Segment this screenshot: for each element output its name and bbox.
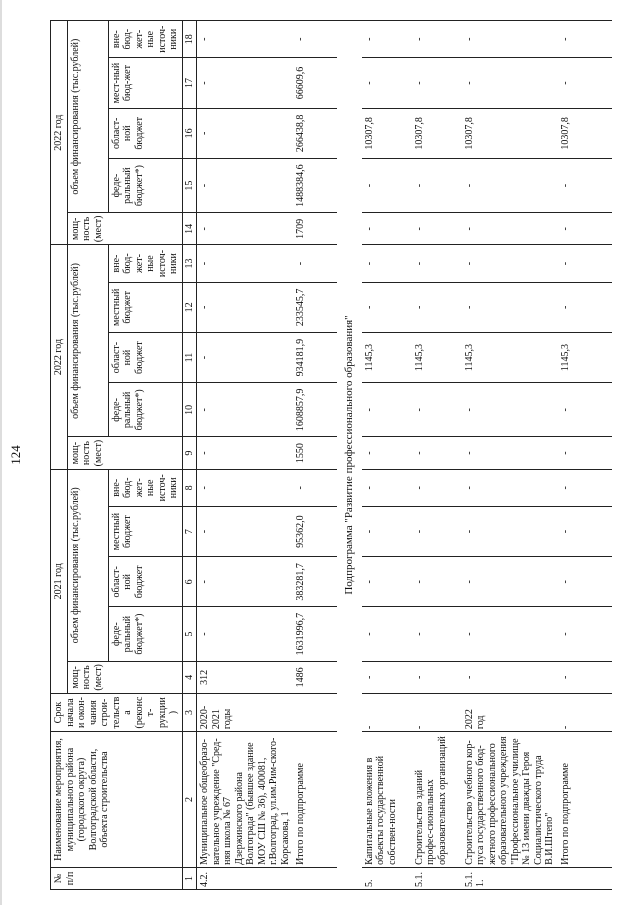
row-term	[293, 693, 337, 731]
row-cell: 1145,3	[362, 332, 412, 382]
row-cell: -	[197, 245, 294, 282]
row-cell: -	[362, 557, 412, 607]
row-cell: -	[558, 21, 612, 58]
row-number	[293, 867, 337, 889]
row-cell: -	[462, 282, 558, 332]
header-obl: област-ной бюджет	[108, 108, 182, 158]
header-vne: вне-бюд-жет-ные источ-ники	[108, 469, 182, 506]
row-cell: -	[558, 58, 612, 108]
row-cell: 1488384,6	[293, 158, 337, 212]
page-number: 124	[8, 445, 23, 465]
row-cell: -	[462, 158, 558, 212]
row-cell: -	[412, 158, 462, 212]
col-number: 15	[182, 158, 197, 212]
row-cell: -	[362, 282, 412, 332]
row-name: Строительство зданий профес-сиональных образовательных организаций	[412, 732, 462, 868]
table-body	[197, 21, 612, 890]
header-fed: феде-ральный бюджет*)	[108, 158, 182, 212]
row-cell: 10307,8	[558, 108, 612, 158]
row-cell: -	[462, 437, 558, 469]
table-row	[362, 21, 412, 890]
row-cell: -	[462, 469, 558, 506]
row-cell: -	[197, 437, 294, 469]
row-cell: -	[362, 661, 412, 693]
column-numbers-row	[182, 21, 197, 890]
row-cell: -	[558, 506, 612, 556]
row-cell: -	[197, 506, 294, 556]
row-cell: -	[412, 245, 462, 282]
header-mest: местный бюджет	[108, 506, 182, 556]
header-name: Наименование мероприятия, муниципального района (городского округа) Волгоградской области, объекта строительства	[51, 732, 183, 868]
row-cell: -	[462, 213, 558, 245]
row-name: Строительство учебного кор-пуса государственного бюд-жетного профессионального образовательного учреждения "Профессиональное училище № 13 имени дважды Героя Социалистического труда В.И.Штепо"	[462, 732, 558, 868]
rotated-page	[8, 20, 620, 890]
row-cell: 383281,7	[293, 557, 337, 607]
row-name: Итого по подпрограмме	[558, 732, 612, 868]
col-number: 11	[182, 332, 197, 382]
row-cell: -	[197, 158, 294, 212]
row-cell: -	[293, 245, 337, 282]
row-cell: 66609,6	[293, 58, 337, 108]
row-cell: -	[558, 469, 612, 506]
row-cell: -	[362, 245, 412, 282]
row-name: Муниципальное общеобразо-вательное учреждение "Сред-няя школа № 67 Дзержинского района Волгограда" (бывшее здание МОУ СШ № 36), 400081, г.Волгоград, ул.им.Рим-ского-Корсакова, 1	[197, 732, 294, 868]
row-cell: -	[558, 282, 612, 332]
row-cell: -	[462, 58, 558, 108]
row-cell: -	[558, 383, 612, 437]
row-cell: -	[197, 332, 294, 382]
row-cell: -	[362, 21, 412, 58]
header-power: мощ-ность (мест)	[67, 437, 182, 469]
row-number	[558, 867, 612, 889]
row-cell: -	[462, 21, 558, 58]
row-term: 2020-2021 годы	[197, 693, 294, 731]
row-cell: -	[362, 383, 412, 437]
col-number: 1	[182, 867, 197, 889]
row-cell: -	[412, 469, 462, 506]
row-cell: -	[412, 437, 462, 469]
row-cell: -	[462, 245, 558, 282]
row-cell: -	[558, 213, 612, 245]
col-number: 3	[182, 693, 197, 731]
row-cell: 1709	[293, 213, 337, 245]
table-row	[197, 21, 294, 890]
col-number: 18	[182, 21, 197, 58]
col-number: 9	[182, 437, 197, 469]
row-cell: 233545,7	[293, 282, 337, 332]
row-cell: 1145,3	[558, 332, 612, 382]
row-cell: -	[462, 607, 558, 661]
col-number: 14	[182, 213, 197, 245]
header-vne: вне-бюд-жет-ные источ-ники	[108, 21, 182, 58]
col-number: 7	[182, 506, 197, 556]
row-cell: 1486	[293, 661, 337, 693]
row-term: -	[362, 693, 412, 731]
row-cell: -	[412, 607, 462, 661]
table-row	[412, 21, 462, 890]
row-cell: 10307,8	[362, 108, 412, 158]
row-term: 2022 год	[462, 693, 558, 731]
subprogram-heading: Подпрограмма "Развитие профессионального образования"	[337, 21, 362, 890]
row-cell: -	[293, 21, 337, 58]
row-cell: -	[462, 661, 558, 693]
row-cell: -	[412, 58, 462, 108]
header-fin-title: объем финансирования (тыс.рублей)	[67, 21, 108, 213]
table-row	[462, 21, 558, 890]
row-cell: 1631996,7	[293, 607, 337, 661]
col-number: 6	[182, 557, 197, 607]
row-cell: -	[462, 506, 558, 556]
row-cell: 934181,9	[293, 332, 337, 382]
row-cell: -	[362, 607, 412, 661]
row-cell: -	[558, 661, 612, 693]
row-cell: 266438,8	[293, 108, 337, 158]
row-cell: -	[558, 607, 612, 661]
row-cell: -	[412, 506, 462, 556]
row-cell: -	[412, 213, 462, 245]
row-term: -	[412, 693, 462, 731]
header-year: 2022 год	[51, 21, 68, 245]
col-number: 8	[182, 469, 197, 506]
row-number: 5.1.	[412, 867, 462, 889]
header-obl: област-ной бюджет	[108, 557, 182, 607]
row-cell: -	[197, 557, 294, 607]
header-year: 2022 год	[51, 245, 68, 469]
row-cell: -	[412, 661, 462, 693]
row-cell: -	[558, 158, 612, 212]
row-cell: -	[197, 383, 294, 437]
row-cell: -	[412, 282, 462, 332]
row-cell: 1608857,9	[293, 383, 337, 437]
row-name: Итого по подпрограмме	[293, 732, 337, 868]
row-cell: -	[462, 557, 558, 607]
header-vne: вне-бюд-жет-ные источ-ники	[108, 245, 182, 282]
header-row-1	[51, 21, 68, 890]
header-year: 2021 год	[51, 469, 68, 693]
row-cell: -	[412, 21, 462, 58]
row-cell: 312	[197, 661, 294, 693]
row-number: 5.1.1.	[462, 867, 558, 889]
header-power: мощ-ность (мест)	[67, 213, 182, 245]
row-cell: -	[197, 282, 294, 332]
row-cell: -	[197, 58, 294, 108]
row-cell: -	[197, 108, 294, 158]
col-number: 13	[182, 245, 197, 282]
col-number: 4	[182, 661, 197, 693]
header-mest: местный бюджет	[108, 282, 182, 332]
col-number: 16	[182, 108, 197, 158]
table-row	[337, 21, 362, 890]
row-cell: -	[362, 58, 412, 108]
investment-table	[50, 20, 612, 890]
col-number: 17	[182, 58, 197, 108]
row-cell: -	[412, 383, 462, 437]
row-cell: 10307,8	[462, 108, 558, 158]
header-mest: мест-ный бюд-жет	[108, 58, 182, 108]
row-term: -	[558, 693, 612, 731]
row-name: Капитальные вложения в объекты государственной собствен-ности	[362, 732, 412, 868]
header-fed: феде-ральный бюджет*)	[108, 383, 182, 437]
row-cell: -	[362, 437, 412, 469]
row-cell: -	[197, 469, 294, 506]
row-cell: 1145,3	[412, 332, 462, 382]
row-cell: -	[558, 437, 612, 469]
header-term: Срок начала и окон-чания строи-тельства (реконст-рукции)	[51, 693, 183, 731]
col-number: 5	[182, 607, 197, 661]
row-cell: -	[197, 21, 294, 58]
table-row	[293, 21, 337, 890]
row-cell: 1145,3	[462, 332, 558, 382]
row-cell: 95362,0	[293, 506, 337, 556]
row-cell: -	[362, 158, 412, 212]
row-number: 4.2.	[197, 867, 294, 889]
row-cell: -	[412, 557, 462, 607]
row-cell: 1550	[293, 437, 337, 469]
row-cell: 10307,8	[412, 108, 462, 158]
row-cell: -	[362, 213, 412, 245]
row-cell: -	[558, 557, 612, 607]
table-row	[558, 21, 612, 890]
scan-edge	[0, 0, 2, 905]
header-fin-title: объем финансирования (тыс.рублей)	[67, 245, 108, 437]
row-cell: -	[362, 469, 412, 506]
row-cell: -	[293, 469, 337, 506]
row-cell: -	[197, 213, 294, 245]
header-number: № п/п	[51, 867, 183, 889]
row-cell: -	[462, 383, 558, 437]
col-number: 2	[182, 732, 197, 868]
row-cell: -	[558, 245, 612, 282]
header-obl: област-ной бюджет	[108, 332, 182, 382]
row-number: 5.	[362, 867, 412, 889]
row-cell: -	[197, 607, 294, 661]
header-fed: феде-ральный бюджет*)	[108, 607, 182, 661]
header-power: мощ-ность (мест)	[67, 661, 182, 693]
col-number: 12	[182, 282, 197, 332]
col-number: 10	[182, 383, 197, 437]
header-fin-title: объем финансирования (тыс.рублей)	[67, 469, 108, 661]
row-cell: -	[362, 506, 412, 556]
